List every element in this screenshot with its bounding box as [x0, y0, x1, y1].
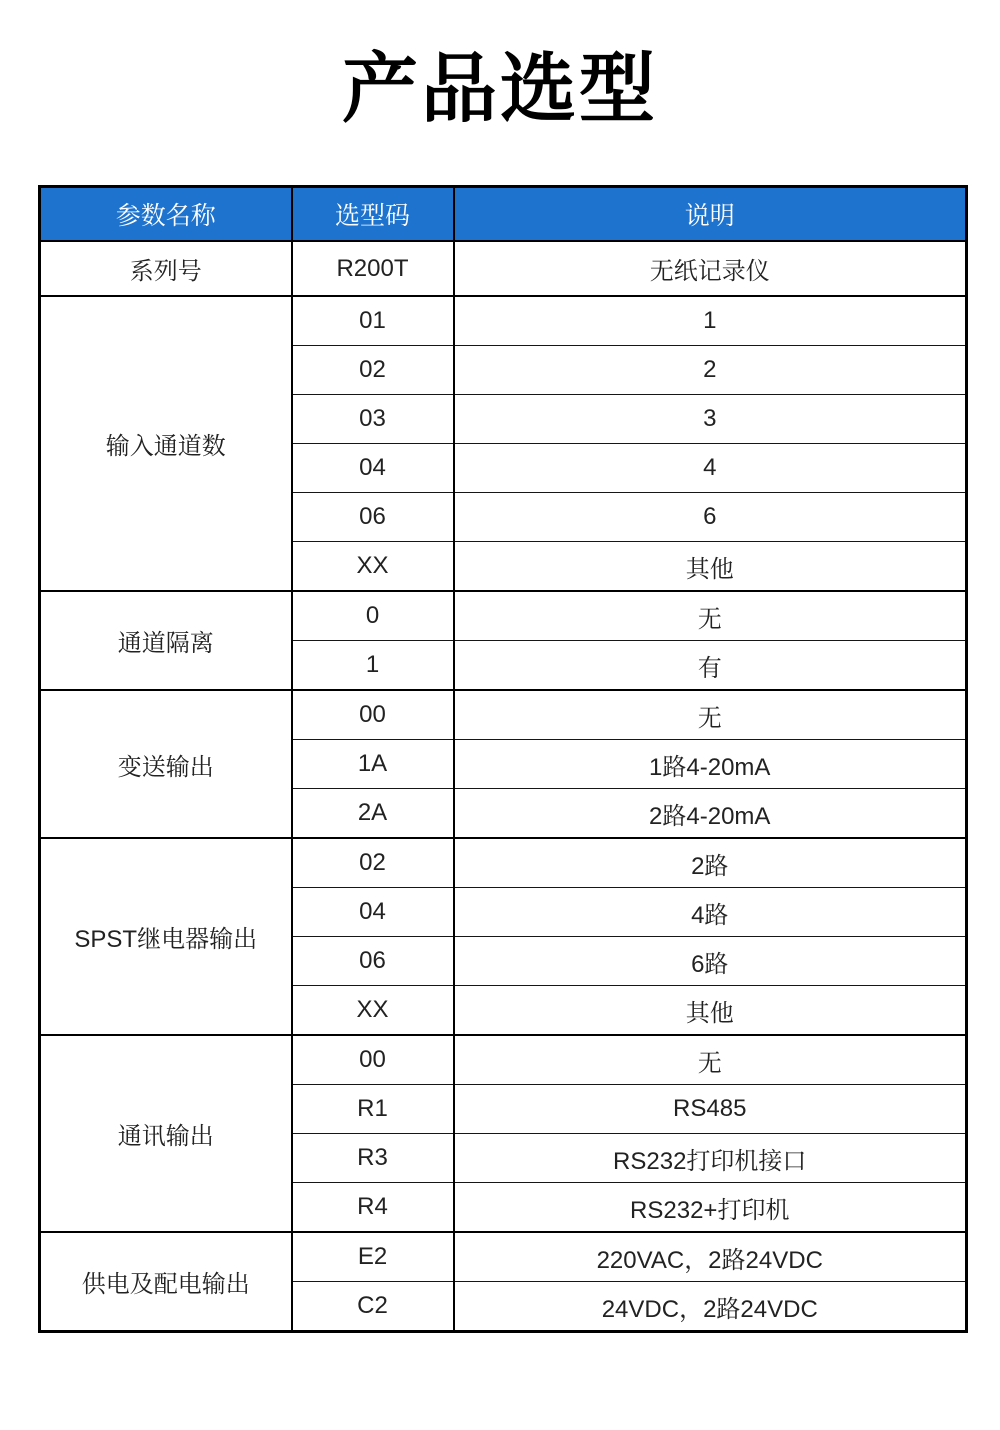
description-cell: RS232打印机接口	[454, 1134, 967, 1183]
selection-code-cell: 2A	[292, 789, 454, 839]
param-name-cell: 系列号	[40, 241, 292, 296]
selection-code-cell: R3	[292, 1134, 454, 1183]
param-name-cell: 通道隔离	[40, 591, 292, 690]
selection-code-cell: 0	[292, 591, 454, 641]
table-row	[40, 1035, 967, 1085]
selection-code-cell: 01	[292, 296, 454, 346]
table-row	[40, 296, 967, 346]
selection-code-cell: 1A	[292, 740, 454, 789]
param-name-cell: SPST继电器输出	[40, 838, 292, 1035]
table-header-row	[40, 187, 967, 242]
description-cell: RS232+打印机	[454, 1183, 967, 1233]
description-cell: 其他	[454, 986, 967, 1036]
description-cell: 3	[454, 395, 967, 444]
selection-code-cell: R4	[292, 1183, 454, 1233]
selection-code-cell: 1	[292, 641, 454, 691]
header-description: 说明	[454, 187, 967, 242]
table-row	[40, 241, 967, 296]
header-param-name: 参数名称	[40, 187, 292, 242]
selection-code-cell: XX	[292, 986, 454, 1036]
selection-code-cell: R1	[292, 1085, 454, 1134]
header-selection-code: 选型码	[292, 187, 454, 242]
selection-code-cell: 04	[292, 444, 454, 493]
description-cell: 无	[454, 1035, 967, 1085]
table-row	[40, 1232, 967, 1282]
selection-code-cell: 04	[292, 888, 454, 937]
selection-code-cell: XX	[292, 542, 454, 592]
description-cell: 1路4-20mA	[454, 740, 967, 789]
selection-code-cell: 00	[292, 1035, 454, 1085]
description-cell: 4	[454, 444, 967, 493]
selection-code-cell: 00	[292, 690, 454, 740]
table-row	[40, 591, 967, 641]
selection-table-body	[40, 241, 967, 1332]
param-name-cell: 变送输出	[40, 690, 292, 838]
selection-code-cell: C2	[292, 1282, 454, 1332]
description-cell: 24VDC，2路24VDC	[454, 1282, 967, 1332]
description-cell: 无	[454, 690, 967, 740]
description-cell: 其他	[454, 542, 967, 592]
selection-code-cell: E2	[292, 1232, 454, 1282]
selection-code-cell: 03	[292, 395, 454, 444]
table-row	[40, 838, 967, 888]
description-cell: 无	[454, 591, 967, 641]
description-cell: 6路	[454, 937, 967, 986]
product-selection-table	[38, 185, 968, 1333]
selection-code-cell: 02	[292, 346, 454, 395]
selection-code-cell: 06	[292, 937, 454, 986]
description-cell: 1	[454, 296, 967, 346]
description-cell: 无纸记录仪	[454, 241, 967, 296]
description-cell: 2路	[454, 838, 967, 888]
page-title: 产品选型	[342, 47, 658, 132]
description-cell: RS485	[454, 1085, 967, 1134]
description-cell: 2路4-20mA	[454, 789, 967, 839]
param-name-cell: 供电及配电输出	[40, 1232, 292, 1332]
selection-code-cell: 02	[292, 838, 454, 888]
description-cell: 6	[454, 493, 967, 542]
description-cell: 有	[454, 641, 967, 691]
selection-code-cell: R200T	[292, 241, 454, 296]
param-name-cell: 输入通道数	[40, 296, 292, 591]
description-cell: 2	[454, 346, 967, 395]
description-cell: 4路	[454, 888, 967, 937]
table-row	[40, 690, 967, 740]
description-cell: 220VAC，2路24VDC	[454, 1232, 967, 1282]
param-name-cell: 通讯输出	[40, 1035, 292, 1232]
selection-code-cell: 06	[292, 493, 454, 542]
